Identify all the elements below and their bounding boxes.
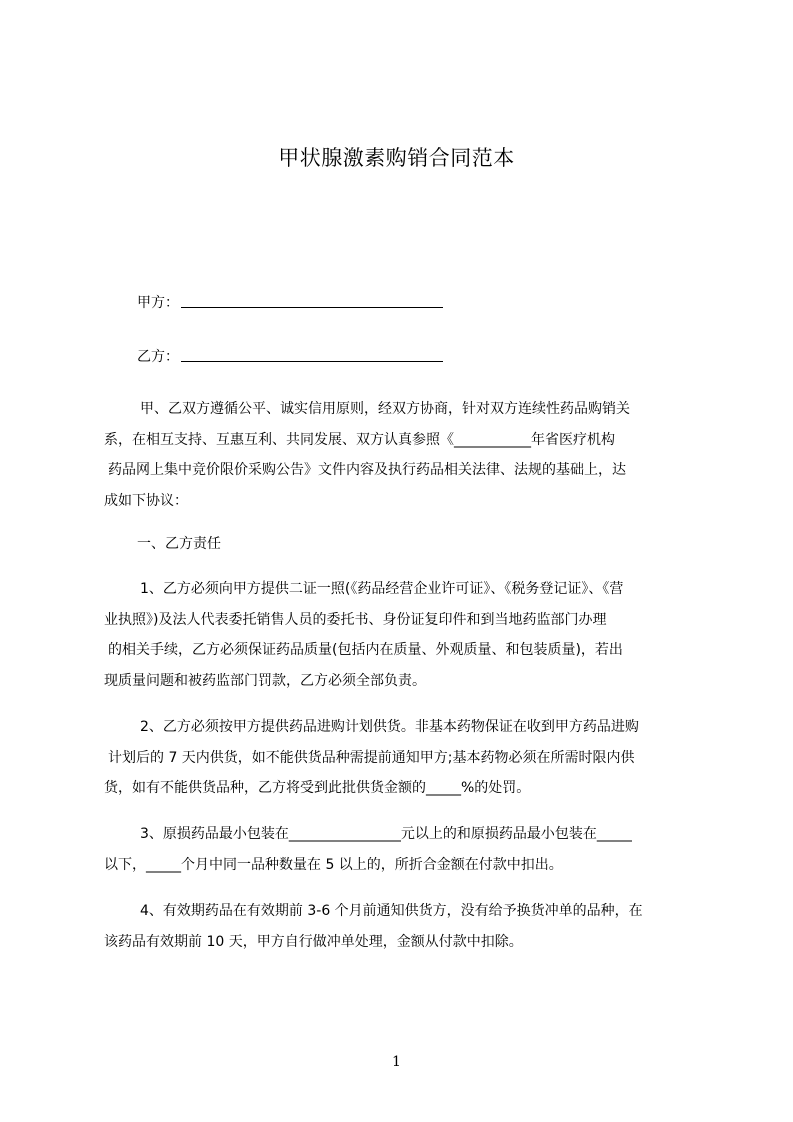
party-b-label: 乙方：: [137, 349, 179, 365]
paragraph-line: 业执照》)及法人代表委托销售人员的委托书、身份证复印件和到当地药监部门办理: [104, 611, 607, 628]
party-a-blank-line: [181, 293, 443, 308]
paragraph-line: 3、原损药品最小包装在________________元以上的和原损药品最小包装在_____: [140, 826, 632, 842]
paragraph-line: 4、有效期药品在有效期前 3-6 个月前通知供货方，没有给予换货冲单的品种，在: [140, 903, 643, 919]
paragraph-line: 成如下协议：: [104, 492, 188, 509]
party-b-field: [137, 346, 443, 366]
paragraph-line: 计划后的 7 天内供货，如不能供货品种需提前通知甲方;基本药物必须在所需时限内供: [108, 749, 635, 766]
section-1-heading: 一、乙方责任: [137, 536, 221, 552]
paragraph-line: 药品网上集中竞价限价采购公告》文件内容及执行药品相关法律、法规的基础上，达: [108, 462, 626, 478]
paragraph-line: 的相关手续，乙方必须保证药品质量(包括内在质量、外观质量、和包装质量)，若出: [108, 642, 623, 658]
paragraph-line: 甲、乙双方遵循公平、诚实信用原则，经双方协商，针对双方连续性药品购销关: [140, 401, 630, 417]
party-b-blank-line: [181, 347, 443, 362]
paragraph-line: 系，在相互支持、互惠互利、共同发展、双方认真参照《___________年省医疗机构: [104, 431, 615, 448]
paragraph-line: 2、乙方必须按甲方提供药品进购计划供货。非基本药物保证在收到甲方药品进购: [140, 719, 639, 735]
clause-4-paragraph: [104, 896, 704, 957]
clause-3-paragraph: [104, 819, 704, 880]
intro-paragraph: [104, 394, 704, 516]
paragraph-line: 1、乙方必须向甲方提供二证一照(《药品经营企业许可证》、《税务登记证》、《营: [140, 581, 624, 597]
paragraph-line: 以下，_____个月中同一品种数量在 5 以上的，所折合金额在付款中扣出。: [104, 856, 563, 873]
paragraph-line: 现质量问题和被药监部门罚款，乙方必须全部负责。: [104, 672, 426, 689]
paragraph-line: 该药品有效期前 10 天，甲方自行做冲单处理，金额从付款中扣除。: [104, 933, 523, 950]
party-a-label: 甲方：: [137, 295, 179, 311]
paragraph-line: 货，如有不能供货品种，乙方将受到此批供货金额的_____%的处罚。: [104, 780, 531, 796]
party-a-field: [137, 292, 443, 312]
page-number: 1: [392, 1054, 401, 1070]
clause-1-paragraph: [104, 574, 704, 696]
document-title: 甲状腺激素购销合同范本: [278, 146, 515, 170]
clause-2-paragraph: [104, 712, 704, 804]
